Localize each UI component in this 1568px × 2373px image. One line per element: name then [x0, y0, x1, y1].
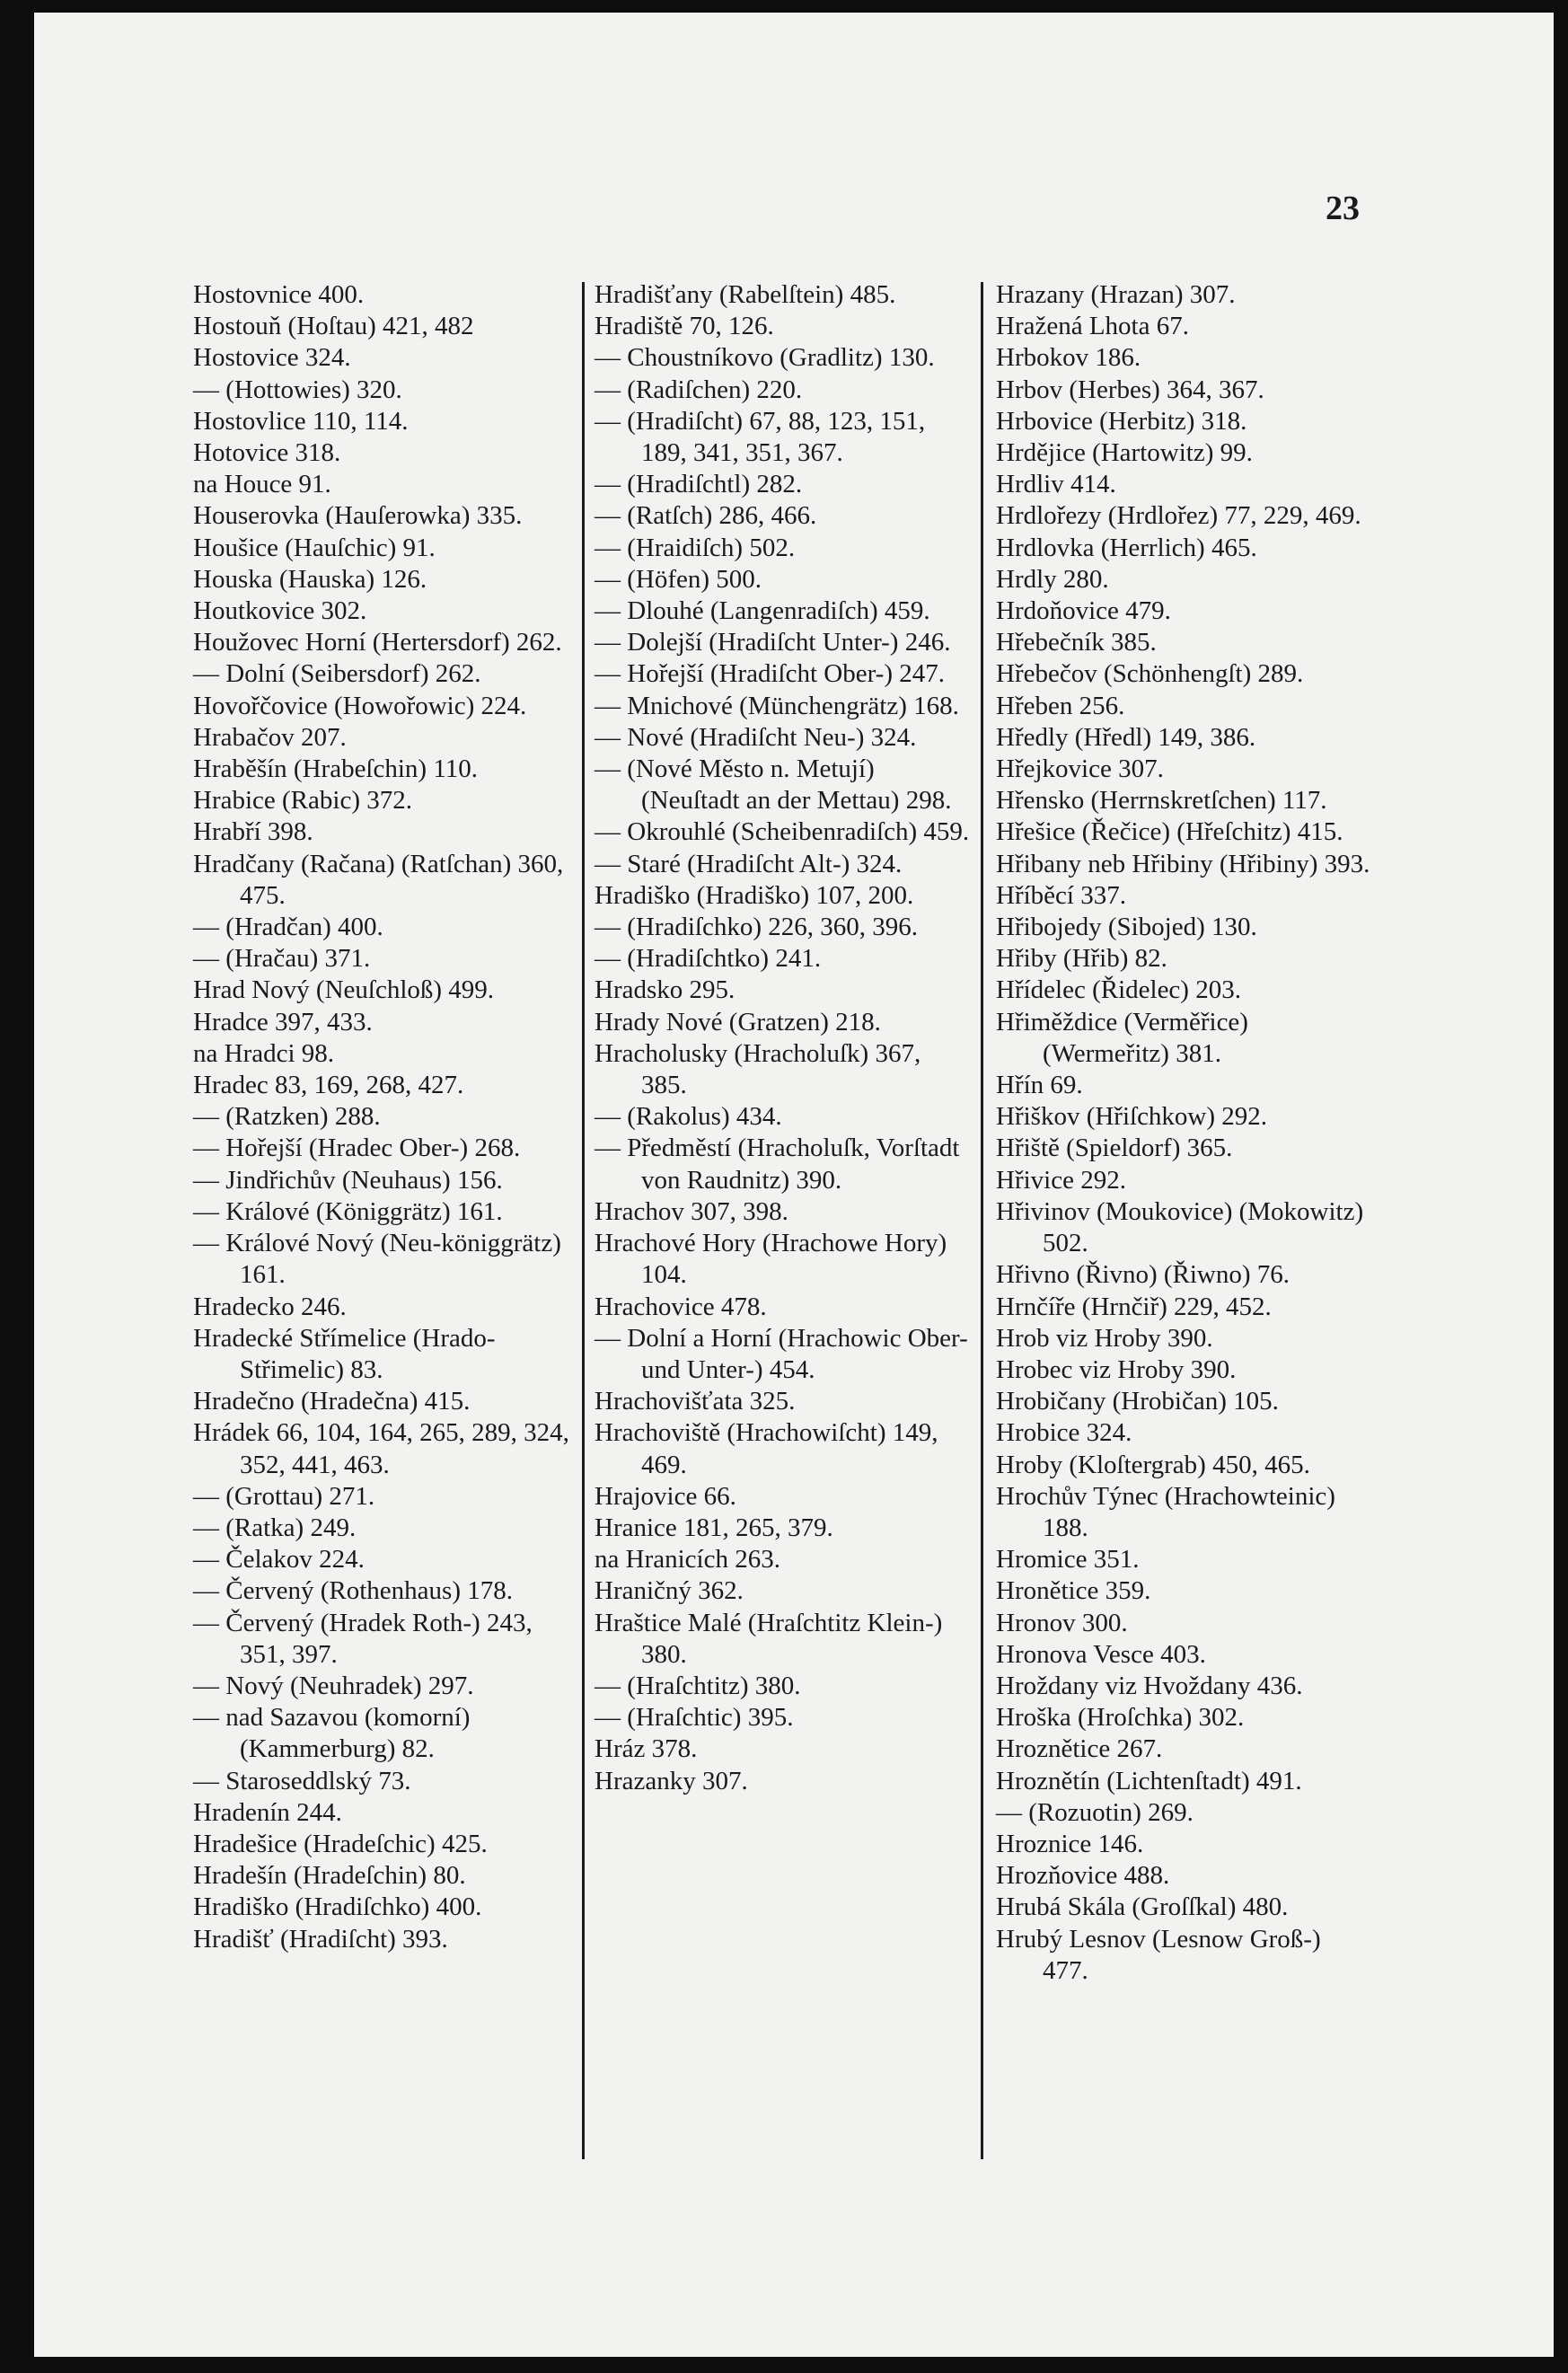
index-entry: Hradec 83, 169, 268, 427. [193, 1071, 464, 1100]
index-entry: Hradecké Střímelice (Hrado-Střimelic) 83. [193, 1323, 496, 1384]
index-entry: Hroby (Kloſtergrab) 450, 465. [996, 1450, 1310, 1479]
index-entry: Hrádek 66, 104, 164, 265, 289, 324, 352, 441, 463. [193, 1418, 569, 1479]
index-entry: — (Grottau) 271. [193, 1481, 375, 1511]
index-entry: Hrad Nový (Neuſchloß) 499. [193, 975, 495, 1005]
index-entry: — (Ratka) 249. [193, 1513, 357, 1542]
index-entry: Hracholusky (Hracholuſk) 367, 385. [595, 1038, 921, 1100]
index-entry: Hřivinov (Moukovice) (Mokowitz) 502. [996, 1196, 1364, 1258]
index-entry: — Červený (Rothenhaus) 178. [193, 1576, 513, 1606]
index-entry: Hrubá Skála (Groſſkal) 480. [996, 1892, 1289, 1922]
index-column-3 [996, 279, 1371, 1987]
index-entry: — (Radiſchen) 220. [595, 375, 803, 404]
index-entry: — Okrouhlé (Scheibenradiſch) 459. [595, 817, 970, 847]
index-entry: Hradešín (Hradeſchin) 80. [193, 1861, 466, 1891]
index-entry: Hřivice 292. [996, 1165, 1126, 1195]
index-entry: Hrob viz Hroby 390. [996, 1323, 1213, 1353]
index-entry: Hostovlice 110, 114. [193, 406, 409, 436]
index-entry: Hradčany (Račana) (Ratſchan) 360, 475. [193, 849, 564, 910]
index-entry: — Hořejší (Hradec Ober-) 268. [193, 1134, 521, 1163]
index-entry: Hroznice 146. [996, 1829, 1144, 1858]
index-entry: na Hranicích 263. [595, 1545, 780, 1575]
index-entry: Hřeben 256. [996, 691, 1125, 720]
index-entry: — Předměstí (Hracholuſk, Vorſtadt von Raudnitz) 390. [595, 1134, 960, 1195]
index-entry: Hrachoviště (Hrachowiſcht) 149, 469. [595, 1418, 938, 1479]
index-entry: — (Hradiſchko) 226, 360, 396. [595, 913, 919, 942]
index-column-2 [595, 279, 970, 1797]
index-entry: Hřiměždice (Verměřice) (Wermeřitz) 381. [996, 1007, 1248, 1068]
index-entry: Houtkovice 302. [193, 596, 367, 626]
index-entry: Hronova Vesce 403. [996, 1639, 1206, 1669]
index-entry: — (Hradiſcht) 67, 88, 123, 151, 189, 341, 351, 367. [595, 406, 926, 468]
index-entry: Hronov 300. [996, 1608, 1128, 1637]
index-entry: Hradečno (Hradečna) 415. [193, 1387, 471, 1416]
index-entry: Hradenín 244. [193, 1797, 342, 1827]
index-entry: Hradiško (Hradiſchko) 400. [193, 1892, 482, 1922]
index-entry: Hrubý Lesnov (Lesnow Groß-) 477. [996, 1924, 1321, 1985]
index-entry: Hrbovice (Herbitz) 318. [996, 406, 1247, 436]
index-entry: Hřín 69. [996, 1071, 1083, 1100]
index-entry: Hradsko 295. [595, 975, 736, 1005]
index-entry: — nad Sazavou (komorní) (Kammerburg) 82. [193, 1703, 471, 1764]
index-entry: Hřejkovice 307. [996, 754, 1164, 784]
index-entry: — Dolejší (Hradiſcht Unter-) 246. [595, 628, 951, 657]
index-entry: — (Höfen) 500. [595, 564, 762, 594]
index-entry: Hrbokov 186. [996, 343, 1141, 373]
page-number: 23 [1326, 190, 1360, 227]
index-entry: Houžovec Horní (Hertersdorf) 262. [193, 628, 562, 657]
index-entry: Hrdoňovice 479. [996, 596, 1171, 626]
index-entry: — Staroseddlský 73. [193, 1766, 411, 1795]
index-entry: — (Hradiſchtko) 241. [595, 944, 822, 974]
index-entry: — Mnichové (Münchengrätz) 168. [595, 691, 959, 720]
index-entry: Hradešice (Hradeſchic) 425. [193, 1829, 488, 1858]
index-entry: Hráz 378. [595, 1734, 698, 1764]
index-entry: Hroždany viz Hvoždany 436. [996, 1671, 1303, 1700]
index-entry: — (Nové Město n. Metují) (Neuſtadt an der Mettau) 298. [595, 754, 952, 816]
index-entry: Hřídelec (Řidelec) 203. [996, 975, 1241, 1005]
index-entry: — Dolní (Seibersdorf) 262. [193, 659, 481, 689]
index-entry: — (Ratzken) 288. [193, 1102, 381, 1132]
index-entry: Hrobec viz Hroby 390. [996, 1354, 1237, 1384]
index-entry: Hředly (Hředl) 149, 386. [996, 722, 1256, 752]
index-entry: Hřibojedy (Sibojed) 130. [996, 913, 1257, 942]
index-entry: Hradišť (Hradiſcht) 393. [193, 1924, 448, 1954]
index-entry: Hradecko 246. [193, 1292, 347, 1321]
index-entry: Hronětice 359. [996, 1576, 1151, 1606]
index-entry: Hrabice (Rabic) 372. [193, 786, 412, 816]
index-entry: Hrdějice (Hartowitz) 99. [996, 438, 1253, 468]
index-entry: Hroznětice 267. [996, 1734, 1163, 1764]
index-entry: Houserovka (Hauſerowka) 335. [193, 501, 523, 531]
index-entry: — Nový (Neuhradek) 297. [193, 1671, 474, 1700]
index-entry: Hřiště (Spieldorf) 365. [996, 1134, 1233, 1163]
index-entry: Hraničný 362. [595, 1576, 744, 1606]
index-entry: Hrachové Hory (Hrachowe Hory) 104. [595, 1229, 947, 1290]
index-column-1 [193, 279, 579, 1955]
index-entry: Hřebečov (Schönhengſt) 289. [996, 659, 1304, 689]
index-entry: — Králové Nový (Neu-königgrätz) 161. [193, 1229, 561, 1290]
index-entry: — Dlouhé (Langenradiſch) 459. [595, 596, 930, 626]
index-entry: Hovořčovice (Howořowic) 224. [193, 691, 527, 720]
index-entry: Hřiškov (Hřiſchkow) 292. [996, 1102, 1268, 1132]
index-entry: Hrabří 398. [193, 817, 313, 847]
index-entry: Hrachovice 478. [595, 1292, 767, 1321]
index-entry: Houska (Hauska) 126. [193, 564, 427, 594]
index-entry: — Jindřichův (Neuhaus) 156. [193, 1165, 503, 1195]
index-entry: — (Hraſchtic) 395. [595, 1703, 794, 1733]
index-entry: — Čelakov 224. [193, 1545, 365, 1575]
index-entry: Hostouň (Hoſtau) 421, 482 [193, 312, 474, 341]
index-entry: — (Hradčan) 400. [193, 913, 383, 942]
index-entry: Hrnčíře (Hrnčiř) 229, 452. [996, 1292, 1272, 1321]
index-entry: Hraštice Malé (Hraſchtitz Klein-) 380. [595, 1608, 943, 1669]
index-entry: Hradiště 70, 126. [595, 312, 774, 341]
index-entry: Hromice 351. [996, 1545, 1140, 1575]
index-entry: Hrobice 324. [996, 1418, 1132, 1448]
index-entry: Hradišťany (Rabelſtein) 485. [595, 280, 896, 309]
index-entry: — Hořejší (Hradiſcht Ober-) 247. [595, 659, 945, 689]
index-entry: Hrazany (Hrazan) 307. [996, 280, 1236, 309]
index-entry: Hrbov (Herbes) 364, 367. [996, 375, 1264, 404]
index-entry: — (Hradiſchtl) 282. [595, 470, 803, 499]
index-entry: — Choustníkovo (Gradlitz) 130. [595, 343, 935, 373]
index-entry: Hřensko (Herrnskretſchen) 117. [996, 786, 1327, 816]
index-entry: — (Hraſchtitz) 380. [595, 1671, 801, 1700]
index-entry: Hrozňovice 488. [996, 1861, 1170, 1891]
index-entry: Hříběcí 337. [996, 880, 1126, 910]
index-entry: Hrachov 307, 398. [595, 1196, 788, 1226]
index-entry: — (Rozuotin) 269. [996, 1797, 1194, 1827]
index-entry: Hroznětín (Lichtenſtadt) 491. [996, 1766, 1302, 1795]
index-entry: Hrady Nové (Gratzen) 218. [595, 1007, 881, 1037]
index-entry: Hražená Lhota 67. [996, 312, 1189, 341]
index-entry: na Hradci 98. [193, 1038, 335, 1068]
index-entry: — (Rakolus) 434. [595, 1102, 782, 1132]
index-entry: Hrabačov 207. [193, 722, 347, 752]
index-entry: Hrachovišťata 325. [595, 1387, 796, 1416]
index-entry: Hrochův Týnec (Hrachowteinic) 188. [996, 1481, 1335, 1542]
index-entry: Hostovnice 400. [193, 280, 365, 309]
index-entry: — Dolní a Horní (Hrachowic Ober- und Unter-) 454. [595, 1323, 968, 1384]
index-entry: — Králové (Königgrätz) 161. [193, 1196, 503, 1226]
index-entry: — (Hračau) 371. [193, 944, 371, 974]
index-entry: Hostovice 324. [193, 343, 351, 373]
index-entry: Hřiby (Hřib) 82. [996, 944, 1167, 974]
index-entry: Hrdliv 414. [996, 470, 1116, 499]
index-entry: Hřebečník 385. [996, 628, 1157, 657]
index-entry: Hrajovice 66. [595, 1481, 736, 1511]
index-entry: — (Ratſch) 286, 466. [595, 501, 817, 531]
index-entry: Hřivno (Řivno) (Řiwno) 76. [996, 1260, 1291, 1290]
index-entry: Hradiško (Hradiško) 107, 200. [595, 880, 914, 910]
index-entry: Hrdly 280. [996, 564, 1109, 594]
index-entry: Hřešice (Řečice) (Hřeſchitz) 415. [996, 817, 1343, 847]
index-entry: Houšice (Hauſchic) 91. [193, 533, 436, 562]
index-entry: Hřibany neb Hřibiny (Hřibiny) 393. [996, 849, 1370, 878]
index-entry: — Staré (Hradiſcht Alt-) 324. [595, 849, 903, 878]
index-entry: — Nové (Hradiſcht Neu-) 324. [595, 722, 917, 752]
index-entry: Hrdlovka (Herrlich) 465. [996, 533, 1257, 562]
index-entry: Hradce 397, 433. [193, 1007, 373, 1037]
index-entry: — (Hottowies) 320. [193, 375, 402, 404]
index-entry: Hraběšín (Hrabeſchin) 110. [193, 754, 479, 784]
index-entry: Hotovice 318. [193, 438, 341, 468]
column-divider [981, 282, 983, 2159]
index-entry: Hranice 181, 265, 379. [595, 1513, 833, 1542]
index-entry: Hrobičany (Hrobičan) 105. [996, 1387, 1279, 1416]
index-entry: Hroška (Hroſchka) 302. [996, 1703, 1245, 1733]
index-entry: Hrazanky 307. [595, 1766, 748, 1795]
index-entry: — Červený (Hradek Roth-) 243, 351, 397. [193, 1608, 533, 1669]
column-divider [582, 282, 585, 2159]
index-page [34, 13, 1554, 2357]
index-entry: Hrdlořezy (Hrdlořez) 77, 229, 469. [996, 501, 1361, 531]
index-entry: — (Hraidiſch) 502. [595, 533, 796, 562]
index-entry: na Houce 91. [193, 470, 331, 499]
